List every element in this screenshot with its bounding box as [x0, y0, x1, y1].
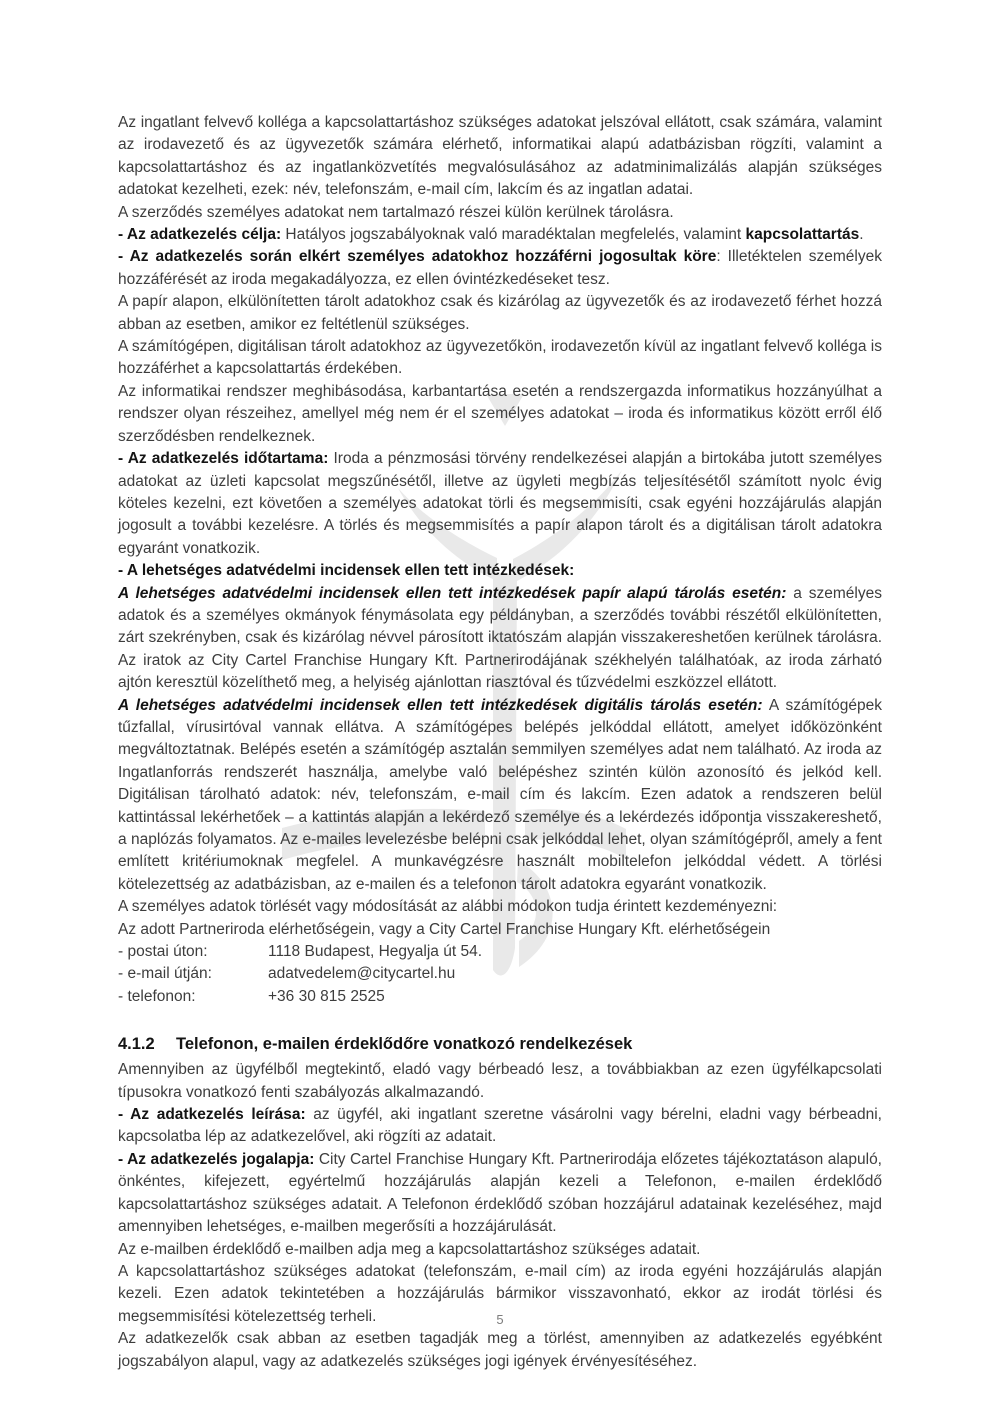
paragraph [118, 381, 882, 448]
text-run: - Az adatkezelés jogalapja: [118, 1150, 319, 1168]
text-run: - Az adatkezelés célja: [118, 226, 286, 244]
paragraph [118, 112, 882, 202]
text-run: A személyes adatok törlését vagy módosítását az alábbi módokon tudja érintett kezdeményezni: [118, 898, 778, 916]
contact-method-label: - telefonon: [118, 987, 196, 1005]
paragraph [118, 1059, 882, 1104]
text-run: Az ingatlant felvevő kolléga a kapcsolattartáshoz szükséges adatokat jelszóval ellátott, csak számára, valamint az irodavezető és az ügyvezetők számára elérhető, informatikai alapú adatbázisban rögzíti, valamint a kapcsolattartáshoz és az ingatlanközvetítés megvalósulásához az adatminimalizálás alapján szükséges adatokat kezelheti, ezek: név, telefonszám, e-mail cím, lakcím és az ingatlan adatai. [118, 114, 882, 199]
text-run: A szerződés személyes adatokat nem tartalmazó részei külön kerülnek tárolásra. [118, 203, 674, 221]
contact-list [118, 941, 882, 1008]
text-run: Amennyiben az ügyfélből megtekintő, eladó vagy bérbeadó lesz, a továbbiakban az ezen ügyfélkapcsolati típusokra vonatkozó fenti szabályozás alkalmazandó. [118, 1061, 882, 1101]
body-paragraphs-top [118, 112, 882, 941]
paragraph [118, 919, 882, 941]
text-run: Az adatkezelők csak abban az esetben tagadják meg a törlést, amennyiben az adatkezelés egyébként jogszabályon alapul, vagy az adatkezelés szükséges jogi igények érvényesítéséhez. [118, 1330, 882, 1370]
text-run: - Az adatkezelés során elkért személyes adatokhoz hozzáférni jogosultak köre [118, 248, 717, 266]
paragraph [118, 695, 882, 897]
text-run: A számítógépek tűzfallal, vírusirtóval vannak ellátva. A számítógépes belépés jelkóddal ellátott, amelyet időközönként megváltoztatnak. Belépés esetén a számítógép asztalán semmilyen személyes adat nem található. Az iroda az Ingatlanforrás rendszerét használja, amelybe való belépéshez szintén külön azonosító és jelkód kell. Digitálisan tárolható adatok: név, telefonszám, e-mail cím és lakcím. Ezen adatok a rendszeren belül kattintással lekérhetőek – a kattintás alapján a lekérdező személye és a lekérdezés időpontja visszakereshető, a naplózás folyamatos. Az e-mailes levelezésbe belépni csak jelkóddal lehet, olyan számítógépről, amely a fent említett kritériumoknak megfelel. A munkavégzésre használt mobiltelefon jelkóddal védett. A törlési kötelezettség az adatbázisban, az e-mailen és a telefonon tárolt adatokra egyaránt vonatkozik. [118, 696, 882, 893]
text-run: Hatályos jogszabályoknak való maradéktalan megfelelés, valamint [285, 226, 746, 244]
section-title: Telefonon, e-mailen érdeklődőre vonatkozó rendelkezések [176, 1035, 633, 1054]
paragraph [118, 1328, 882, 1373]
text-run: Az informatikai rendszer meghibásodása, karbantartása esetén a rendszergazda informatikus hozzányúlhat a rendszer olyan részeihez, amellyel még nem ér el személyes adatokat – iroda és informatikus között erről élő szerződésben rendelkeznek. [118, 382, 882, 445]
text-run: az ügyfél, aki ingatlant szeretne vásárolni vagy bérelni, eladni vagy bérbeadni, kapcsolatba lép az adatkezelővel, aki rögzíti az adatait. [118, 1106, 882, 1146]
text-run: - A lehetséges adatvédelmi incidensek ellen tett intézkedések: [118, 562, 575, 580]
paragraph [118, 291, 882, 336]
text-run: Iroda a pénzmosási törvény rendelkezései alapján a birtokába jutott személyes adatokat az üzleti kapcsolat megszűnésétől, illetve az ügyleti megbízás teljesítésétől számított nyolc évig köteles kezelni, ezt követően a személyes adatokat törli és megsemmisíti, csak egyéni hozzájárulás alapján jogosult a további kezelésre. A törlés és megsemmisítés a papír alapon tárolt és a digitálisan tárolt adatokra egyaránt vonatkozik. [118, 450, 883, 557]
text-run: Az adott Partneriroda elérhetőségein, vagy a City Cartel Franchise Hungary Kft. elérhetőségein [118, 920, 771, 938]
text-run: kapcsolattartás [745, 226, 860, 244]
section-heading [118, 1033, 882, 1056]
paragraph [118, 224, 882, 246]
text-run: Az e-mailben érdeklődő e-mailben adja meg a kapcsolattartáshoz szükséges adatait. [118, 1240, 701, 1258]
text-run: : Illetéktelen személyek hozzáférését az iroda megakadályozza, ez ellen óvintézkedéseket tesz. [118, 248, 882, 288]
paragraph [118, 896, 882, 918]
text-run: A papír alapon, elkülönítetten tárolt adatokhoz csak és kizárólag az ügyvezetők és az irodavezető férhet hozzá abban az esetben, amikor ez feltétlenül szükséges. [118, 293, 882, 333]
document-content [118, 112, 882, 1373]
paragraph [118, 246, 882, 291]
contact-value: 1118 Budapest, Hegyalja út 54. [268, 943, 482, 961]
text-run: A lehetséges adatvédelmi incidensek ellen tett intézkedések papír alapú tárolás esetén: [118, 584, 787, 602]
paragraph [118, 560, 882, 582]
contact-row [118, 986, 882, 1008]
paragraph [118, 1104, 882, 1149]
contact-method-label: - e-mail útján: [118, 965, 212, 983]
paragraph [118, 202, 882, 224]
paragraph [118, 336, 882, 381]
contact-method-label: - postai úton: [118, 943, 208, 961]
contact-row [118, 963, 882, 985]
text-run: City Cartel Franchise Hungary Kft. Partnerirodája előzetes tájékoztatáson alapuló, önkéntes, kifejezett, egyértelmű hozzájárulás alapján kezeli a Telefonon, e-mailen érdeklődő kapcsolattartáshoz szükséges adatait. A Telefonon érdeklődő szóban hozzájárul adatainak kezeléséhez, majd amennyiben lehetséges, e-mailben megerősíti a hozzájárulását. [118, 1150, 882, 1236]
text-run: - Az adatkezelés leírása: [118, 1106, 314, 1124]
text-run: A számítógépen, digitálisan tárolt adatokhoz az ügyvezetőkön, irodavezetőn kívül az ingatlant felvevő kolléga is hozzáférhet a kapcsolattartás érdekében. [118, 338, 882, 378]
text-run: . [859, 226, 864, 244]
section-number: 4.1.2 [118, 1035, 155, 1054]
paragraph [118, 1239, 882, 1261]
paragraph [118, 1149, 882, 1239]
contact-value: +36 30 815 2525 [268, 987, 385, 1005]
contact-row [118, 941, 882, 963]
text-run: A kapcsolattartáshoz szükséges adatokat (telefonszám, e-mail cím) az iroda egyéni hozzájárulás alapján kezeli. Ezen adatok tekintetében a hozzájárulás bármikor visszavonható, ekkor az irodát törlési és megsemmisítési kötelezettség terheli. [118, 1262, 882, 1325]
text-run: - Az adatkezelés időtartama: [118, 450, 334, 468]
contact-value: adatvedelem@citycartel.hu [268, 965, 456, 983]
text-run: A lehetséges adatvédelmi incidensek ellen tett intézkedések digitális tárolás esetén: [118, 696, 763, 714]
page-number: 5 [496, 1312, 504, 1327]
text-run: a személyes adatok és a személyes okmányok fénymásolata egy példányban, a szerződés további részétől elkülönítetten, zárt szekrényben, csak és kizárólag névvel párosított iktatószám alapján visszakereshetően kerülnek tárolásra. Az iratok az City Cartel Franchise Hungary Kft. Partnerirodájának székhelyén találhatóak, az iroda zárható ajtón keresztül közelíthető meg, a helyiség ajánlottan riasztóval és tűzvédelmi eszközzel ellátott. [118, 584, 882, 692]
paragraph [118, 583, 882, 695]
paragraph [118, 448, 882, 560]
